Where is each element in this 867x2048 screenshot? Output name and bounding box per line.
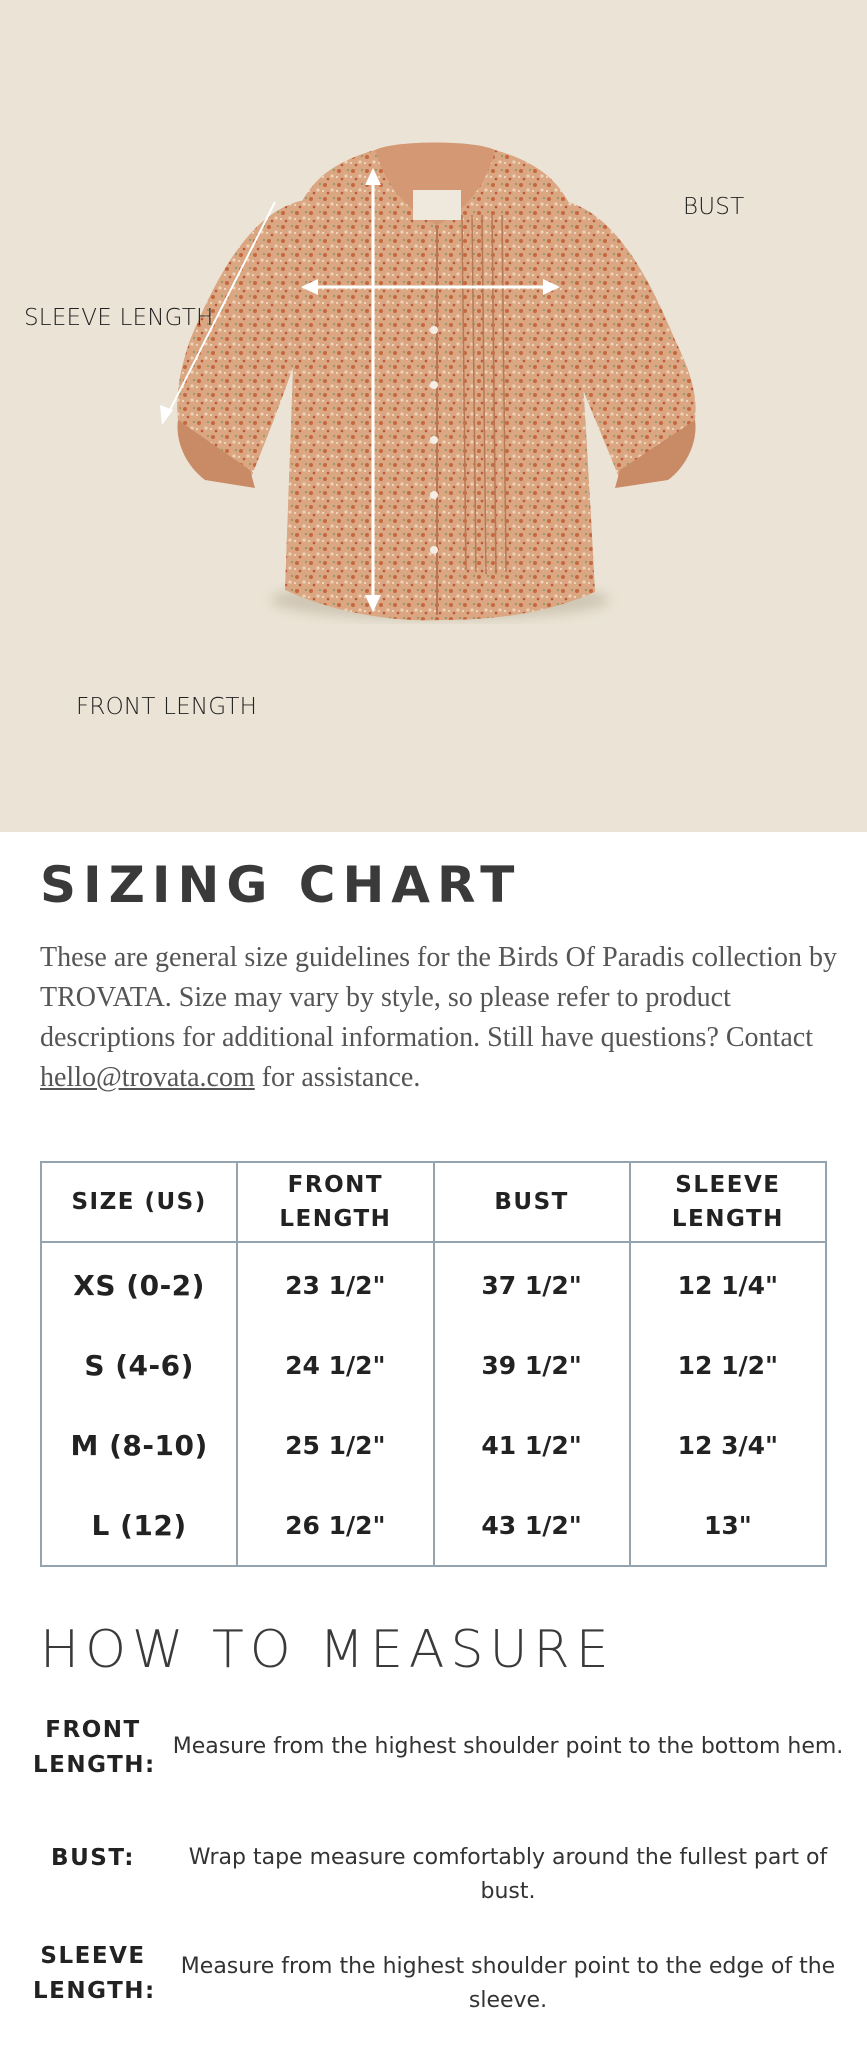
front-length-cell: 26 1/2" xyxy=(237,1485,433,1566)
sleeve-length-cell: 12 1/4" xyxy=(630,1242,826,1325)
size-cell: M (8-10) xyxy=(41,1405,237,1485)
intro-text: These are general size guidelines for the Birds Of Paradis collection by TROVATA. Size may vary by style, so please refer to product descriptions for additional information. Still have questions? Contact xyxy=(40,942,837,1053)
header-bust xyxy=(434,1162,630,1242)
front-length-description: Measure from the highest shoulder point to the bottom hem. xyxy=(172,1734,844,1759)
bust-cell: 41 1/2" xyxy=(434,1405,630,1485)
table-row xyxy=(41,1405,826,1485)
bust-label: BUST xyxy=(683,194,745,220)
header-sleeve-line2: LENGTH xyxy=(671,1206,784,1232)
sizing-intro xyxy=(40,938,840,1098)
intro-suffix: for assistance. xyxy=(254,1062,421,1093)
product-image-area xyxy=(0,0,867,832)
front-length-cell: 25 1/2" xyxy=(237,1405,433,1485)
header-front-length xyxy=(237,1162,433,1242)
header-size xyxy=(41,1162,237,1242)
bust-cell: 37 1/2" xyxy=(434,1242,630,1325)
bust-cell: 43 1/2" xyxy=(434,1485,630,1566)
how-to-measure-title: HOW TO MEASURE xyxy=(40,1620,615,1680)
size-cell: S (4-6) xyxy=(41,1325,237,1405)
size-table xyxy=(40,1161,827,1567)
front-term-line1: FRONT xyxy=(45,1717,141,1743)
bust-cell: 39 1/2" xyxy=(434,1325,630,1405)
contact-email-link[interactable]: hello@trovata.com xyxy=(40,1062,255,1093)
table-header-row xyxy=(41,1162,826,1242)
front-length-cell: 24 1/2" xyxy=(237,1325,433,1405)
sizing-chart-title: SIZING CHART xyxy=(40,856,522,914)
table-row xyxy=(41,1485,826,1566)
front-length-term xyxy=(33,1713,156,1783)
sleeve-term-line1: SLEEVE xyxy=(40,1943,146,1969)
header-sleeve-line1: SLEEVE xyxy=(675,1172,781,1198)
sleeve-length-term xyxy=(33,1939,156,2009)
sleeve-length-description: Measure from the highest shoulder point to the edge of the sleeve. xyxy=(180,1954,836,2013)
sleeve-term-line2: LENGTH: xyxy=(33,1978,156,2004)
neck-label xyxy=(413,190,461,220)
sleeve-length-label: SLEEVE LENGTH xyxy=(24,305,214,331)
header-front-line1: FRONT xyxy=(287,1172,384,1198)
front-term-line2: LENGTH: xyxy=(33,1752,156,1778)
sleeve-length-cell: 13" xyxy=(630,1485,826,1566)
header-bust-label: BUST xyxy=(494,1189,569,1215)
size-cell: XS (0-2) xyxy=(41,1242,237,1325)
table-row xyxy=(41,1242,826,1325)
sleeve-length-cell: 12 3/4" xyxy=(630,1405,826,1485)
header-sleeve-length xyxy=(630,1162,826,1242)
table-row xyxy=(41,1325,826,1405)
front-length-cell: 23 1/2" xyxy=(237,1242,433,1325)
header-front-line2: LENGTH xyxy=(279,1206,392,1232)
bust-term: BUST: xyxy=(51,1845,135,1871)
front-length-label: FRONT LENGTH xyxy=(76,694,258,720)
header-size-label: SIZE (US) xyxy=(71,1189,207,1215)
sleeve-length-cell: 12 1/2" xyxy=(630,1325,826,1405)
bust-description: Wrap tape measure comfortably around the fullest part of bust. xyxy=(188,1845,828,1904)
size-cell: L (12) xyxy=(41,1485,237,1566)
